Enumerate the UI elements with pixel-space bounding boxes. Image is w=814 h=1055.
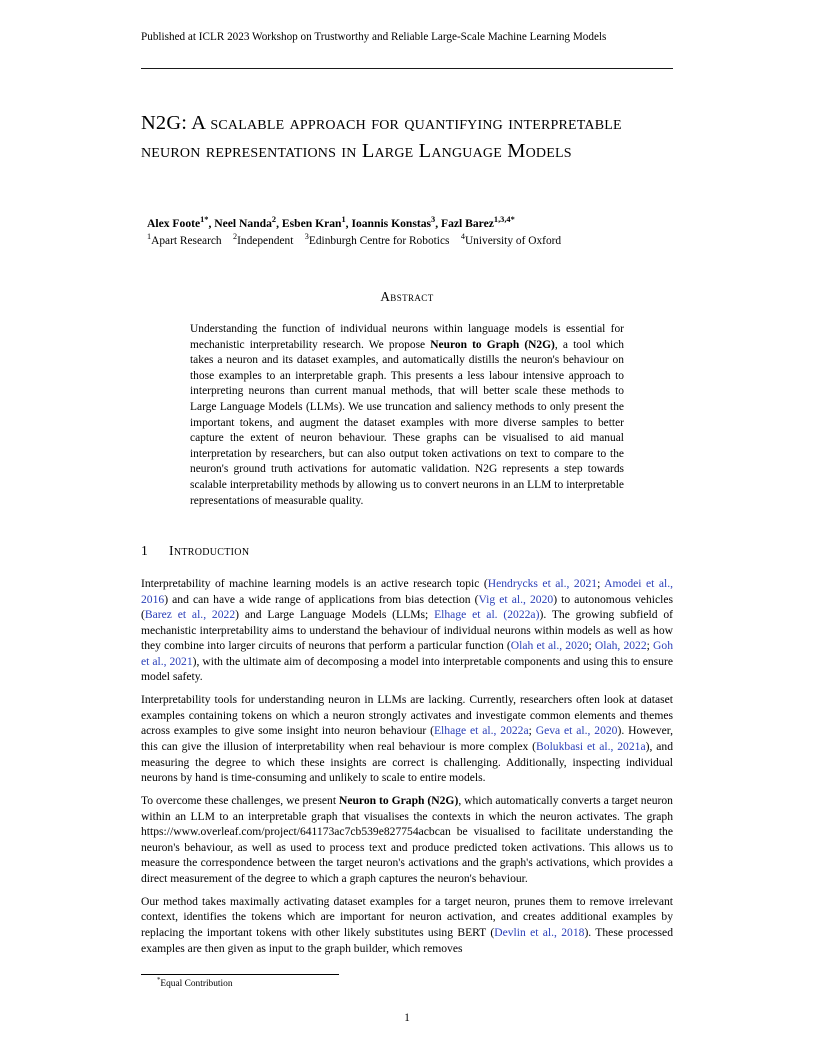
affiliation-mark: 1 xyxy=(147,232,152,242)
para-1: Interpretability of machine learning models is an active research topic (Hendrycks et al., 2021; Amodei et al., 2016) and can have a wide range of applications from bias detection (Vig et al., 2020) to autonomous vehicles (Barez et al., 2022) and Large Language Models (LLMs; Elhage et al. (2022a)). The growing subfield of mechanistic interpretability aims to understand the behaviour of individual neurons within models as well as how they combine into larger circuits of neurons that perform a particular function (Olah et al., 2020; Olah, 2022; Goh et al., 2021), with the ultimate aim of decomposing a model into interpretable components and using this to ensure model safety. xyxy=(141,577,673,684)
author-name: Alex Foote xyxy=(147,217,201,230)
citation-link[interactable]: Goh et al., 2021 xyxy=(141,639,673,668)
citation-link[interactable]: Olah, 2022 xyxy=(594,639,647,653)
citation-link[interactable]: Geva et al., 2020 xyxy=(535,724,618,738)
footnote-separator-rule xyxy=(141,974,339,975)
citation-link[interactable]: Devlin et al., 2018 xyxy=(494,925,585,939)
affiliation-list xyxy=(147,234,673,250)
abstract-paragraph: Understanding the function of individual neurons within language models is essential for mechanistic interpretability research. We propose Neuron to Graph (N2G), a tool which takes a neuron and its dataset examples, and automatically distills the neuron's behaviour on those examples to an interpretable graph. This presents a less labour intensive approach to interpreting neurons than current manual methods, that will better scale these methods to Large Language Models (LLMs). We use truncation and saliency methods to only present the important tokens, and augment the dataset examples with more diverse samples to better capture the extent of neuron behaviour. These graphs can be visualised to aid manual interpretation by researchers, but can also output token activations on text to compare to the neuron's ground truth activations for automatic validation. N2G represents a step towards scalable interpretability methods by allowing us to convert neurons in an LLM to interpretable representations of measurable quality. xyxy=(190,323,624,507)
affiliation-name: Edinburgh Centre for Robotics xyxy=(308,235,450,247)
author-affiliation-mark: 2 xyxy=(271,215,277,225)
citation-link[interactable]: Amodei et al., 2016 xyxy=(141,577,673,606)
author-affiliation-mark: 1,3,4* xyxy=(493,215,515,225)
affiliation-name: Independent xyxy=(237,235,294,247)
page-number: 1 xyxy=(404,1012,410,1024)
affiliation-mark: 4 xyxy=(460,232,465,242)
affiliation-name: Apart Research xyxy=(151,235,222,247)
citation-link[interactable]: Bolukbasi et al., 2021a xyxy=(536,739,646,753)
affiliation-name: University of Oxford xyxy=(464,235,562,247)
author-name: Esben Kran xyxy=(281,217,342,230)
author-name: Fazl Barez xyxy=(441,217,494,230)
author-affiliation-mark: 1* xyxy=(200,215,209,225)
affiliation-mark: 2 xyxy=(233,232,238,242)
body-text xyxy=(141,576,673,964)
author-affiliation-mark: 3 xyxy=(431,215,436,225)
citation-link[interactable]: Olah et al., 2020 xyxy=(510,639,589,653)
citation-link[interactable]: Hendrycks et al., 2021 xyxy=(487,577,598,590)
paper-title: N2G: A scalable approach for quantifying interpretable neuron representations in Large Language Models xyxy=(141,112,622,162)
venue-header: Published at ICLR 2023 Workshop on Trustworthy and Reliable Large-Scale Machine Learning Models xyxy=(141,31,607,43)
author-affiliation-mark: 1 xyxy=(341,215,346,225)
para-3: To overcome these challenges, we present Neuron to Graph (N2G), which automatically converts a target neuron within an LLM to an interpretable graph that visualises the contexts in which the neuron activates. The graph https://www.overleaf.com/project/641173ac7cb539e827754acbcan be visualised to facilitate understanding the neuron's behaviour, as well as used to process text and produce predicted token activations. This allows us to measure the correspondence between the target neuron's activations and the graph's activations, which provides a direct measurement of the degree to which a graph captures the neuron's behaviour. xyxy=(141,794,673,885)
para-2: Interpretability tools for understanding neuron in LLMs are lacking. Currently, researchers often look at dataset examples containing tokens on which a neuron strongly activates and investigate common elements and themes across examples to give some insight into neuron behaviour (Elhage et al., 2022a; Geva et al., 2020). However, this can give the illusion of interpretability when real behaviour is more complex (Bolukbasi et al., 2021a), and measuring the degree to which these insights are correct is challenging. Additionally, inspecting individual neurons by hand is time-consuming and unlikely to scale to entire models. xyxy=(141,693,674,785)
author-name: Ioannis Konstas xyxy=(351,217,432,230)
citation-link[interactable]: Vig et al., 2020 xyxy=(478,592,554,606)
paper-page xyxy=(141,0,673,1055)
abstract-heading: Abstract xyxy=(380,289,434,304)
footnote-text: Equal Contribution xyxy=(160,979,233,989)
header-divider-rule xyxy=(141,68,673,69)
citation-link[interactable]: Elhage et al., 2022a xyxy=(433,724,529,738)
author-name: Neel Nanda xyxy=(214,217,272,230)
abstract-bold-term: (N2G) xyxy=(524,338,555,351)
abstract-bold-term: Neuron to Graph xyxy=(430,338,520,351)
section-heading-introduction xyxy=(141,543,673,559)
bold-term: Neuron to Graph (N2G) xyxy=(338,794,459,808)
citation-link[interactable]: Barez et al., 2022 xyxy=(144,608,236,622)
footnote xyxy=(157,978,657,990)
abstract-body xyxy=(190,322,624,509)
section-title: Introduction xyxy=(169,543,250,558)
author-list: Alex Foote$^{1*}$, Neel Nanda$^2$, Esben Kran$^1$, Ioannis Konstas$^3$, Fazl Barez$^{1,3,4*}$ xyxy=(147,215,515,230)
citation-link[interactable]: Elhage et al. (2022a) xyxy=(434,608,540,622)
affiliation-mark: 3 xyxy=(304,232,309,242)
footnote-marker: * xyxy=(157,976,161,984)
para-4: Our method takes maximally activating dataset examples for a target neuron, prunes them to remove irrelevant context, identifies the tokens which are important for neuron activation, and creates additional examples by replacing the important tokens with other likely substitutes using BERT (Devlin et al., 2018). These processed examples are then given as input to the graph builder, which removes xyxy=(141,894,673,955)
section-number: 1 xyxy=(141,543,149,558)
